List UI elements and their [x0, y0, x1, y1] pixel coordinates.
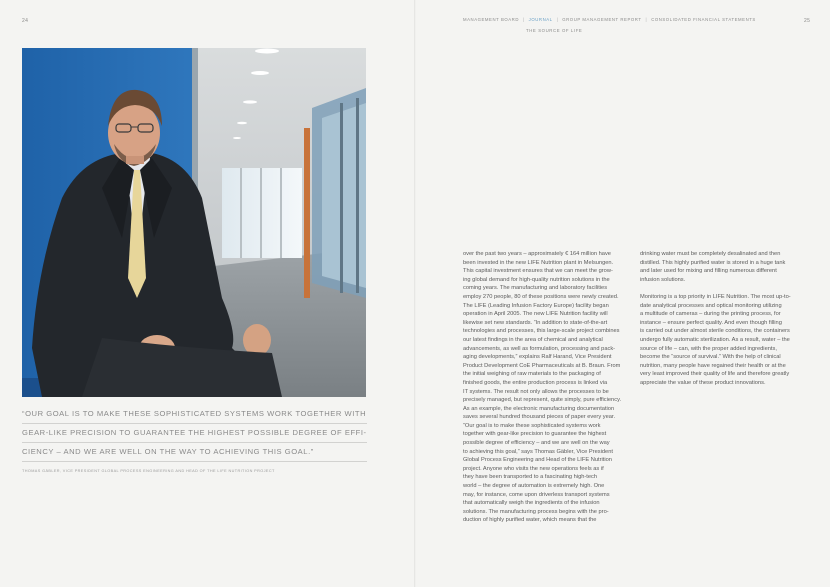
nav-separator: |	[556, 17, 559, 22]
text-line: drinking water must be completely desalinated and then	[640, 251, 781, 257]
text-line: is carried out under almost sterile conditions, the containers	[640, 328, 790, 335]
text-line: nutrition, many people have regained their health or at the	[640, 362, 786, 369]
text-line: a multitude of cameras – during the printing process, for	[640, 311, 781, 318]
quote-line: “OUR GOAL IS TO MAKE THESE SOPHISTICATED SYSTEMS WORK TOGETHER WITH	[22, 405, 367, 424]
text-line: This capital investment ensures that we can meet the grow-	[463, 268, 613, 275]
nav-separator: |	[523, 17, 525, 22]
text-line: that automatically weigh the ingredients of the infusion	[463, 500, 600, 507]
text-line: the initial weighing of raw materials to the packaging of	[463, 371, 601, 378]
text-line: date analytical processes and optical monitoring utilizing	[640, 302, 782, 309]
text-line: infusion solutions.	[640, 276, 686, 283]
nav-item-management-board[interactable]: MANAGEMENT BOARD	[463, 17, 519, 22]
sub-navigation: THE SOURCE OF LIFE	[526, 28, 583, 33]
nav-item-group-management-report[interactable]: GROUP MANAGEMENT REPORT	[562, 17, 642, 22]
text-line: distilled. This highly purified water is stored in a huge tank	[640, 259, 786, 266]
text-line: they have been transported to a fascinating high-tech	[463, 474, 598, 481]
text-line: together with gear-like precision to guarantee the highest	[463, 431, 607, 438]
text-line: world – the degree of automation is extremely high. One	[463, 483, 605, 490]
text-line: very least improved their quality of life and therefore greatly	[640, 371, 790, 378]
text-line: “Our goal is to make these sophisticated systems work	[463, 422, 601, 429]
text-line: been invested in the new LIFE Nutrition plant in Melsungen.	[463, 259, 614, 266]
page-gutter	[414, 0, 416, 587]
text-line: operation in April 2005. The new LIFE Nutrition facility will	[463, 311, 608, 318]
text-line: source of life – can, with the proper added ingredients,	[640, 345, 777, 352]
text-line: appreciate the value of these product innovations.	[640, 379, 766, 386]
nav-separator: |	[645, 17, 648, 22]
text-line: aging developments,” explains Ralf Harand, Vice President	[463, 354, 612, 361]
nav-item-journal[interactable]: JOURNAL	[528, 17, 553, 22]
text-line: and later used for mixing and filling numerous different	[640, 268, 777, 275]
text-line: employ 270 people, 80 of these positions were newly created.	[463, 293, 619, 300]
text-line: to achieving this goal,” says Thomas Gäbler, Vice President	[463, 448, 613, 455]
text-line: likewise set new standards. “In addition to state-of-the-art	[463, 319, 608, 326]
text-line: Monitoring is a top priority in LIFE Nutrition. The most up-to-	[640, 293, 791, 300]
text-line: our latest findings in the area of chemical and analytical	[463, 336, 603, 343]
text-line: technologies and processes, this large-scale project combines	[463, 328, 620, 335]
nav-item-consolidated-financial-statements[interactable]: CONSOLIDATED FINANCIAL STATEMENTS	[651, 17, 756, 22]
quote-line: GEAR-LIKE PRECISION TO GUARANTEE THE HIGHEST POSSIBLE DEGREE OF EFFI-	[22, 424, 367, 443]
portrait-photo	[22, 48, 366, 397]
text-line: coming years. The manufacturing and laboratory facilities	[463, 285, 608, 292]
text-line: As an example, the electronic manufacturing documentation	[463, 405, 615, 412]
text-line: undergo fully automatic sterilization. As a result, water – the	[640, 336, 790, 343]
paragraph	[640, 250, 807, 284]
text-line: saves several hundred thousand pieces of paper every year.	[463, 414, 616, 421]
text-line: precisely managed, but represent, quite simply, pure efficiency.	[463, 397, 622, 404]
text-line: Product Development CoE Pharmaceuticals at B. Braun. From	[463, 362, 621, 369]
text-line: instance – ensure perfect quality. And even though filling	[640, 319, 782, 326]
page-number-right: 25	[804, 18, 811, 24]
text-line: solutions. The manufacturing process begins with the pro-	[463, 508, 609, 515]
text-line: possible degree of efficiency – and we are well on the way	[463, 440, 610, 447]
quote-line: CIENCY – AND WE ARE WELL ON THE WAY TO ACHIEVING THIS GOAL.”	[22, 443, 367, 462]
text-line: IT systems. The result not only allows the processes to be	[463, 388, 609, 395]
body-column-2	[640, 250, 807, 396]
portrait-illustration	[22, 48, 366, 397]
text-line: Global Process Engineering and Head of the LIFE Nutrition	[463, 457, 612, 464]
text-line: finished goods, the entire production process is linked via	[463, 379, 608, 386]
text-line: over the past two years – approximately € 164 million have	[463, 251, 611, 257]
text-line: project. Anyone who visits the new operations feels as if	[463, 465, 604, 472]
text-line: The LIFE (Leading Infusion Factory Europe) facility began	[463, 302, 609, 309]
text-line: advancements, as well as formulation, processing and pack-	[463, 345, 616, 352]
text-line: duction of highly purified water, which means that the	[463, 517, 597, 524]
paragraph	[640, 293, 807, 388]
quote-attribution: THOMAS GÄBLER, VICE PRESIDENT GLOBAL PROCESS ENGINEERING AND HEAD OF THE LIFE NUTRITION PROJECT	[22, 469, 275, 473]
pull-quote	[22, 405, 367, 462]
text-line: become the “source of survival.” With the help of clinical	[640, 354, 781, 361]
section-navigation	[463, 17, 783, 22]
page-number-left: 24	[22, 18, 29, 24]
text-line: may, for instance, come upon driverless transport systems	[463, 491, 610, 498]
body-column-1	[463, 250, 630, 525]
text-line: ing global demand for high-quality nutrition solutions in the	[463, 276, 610, 283]
